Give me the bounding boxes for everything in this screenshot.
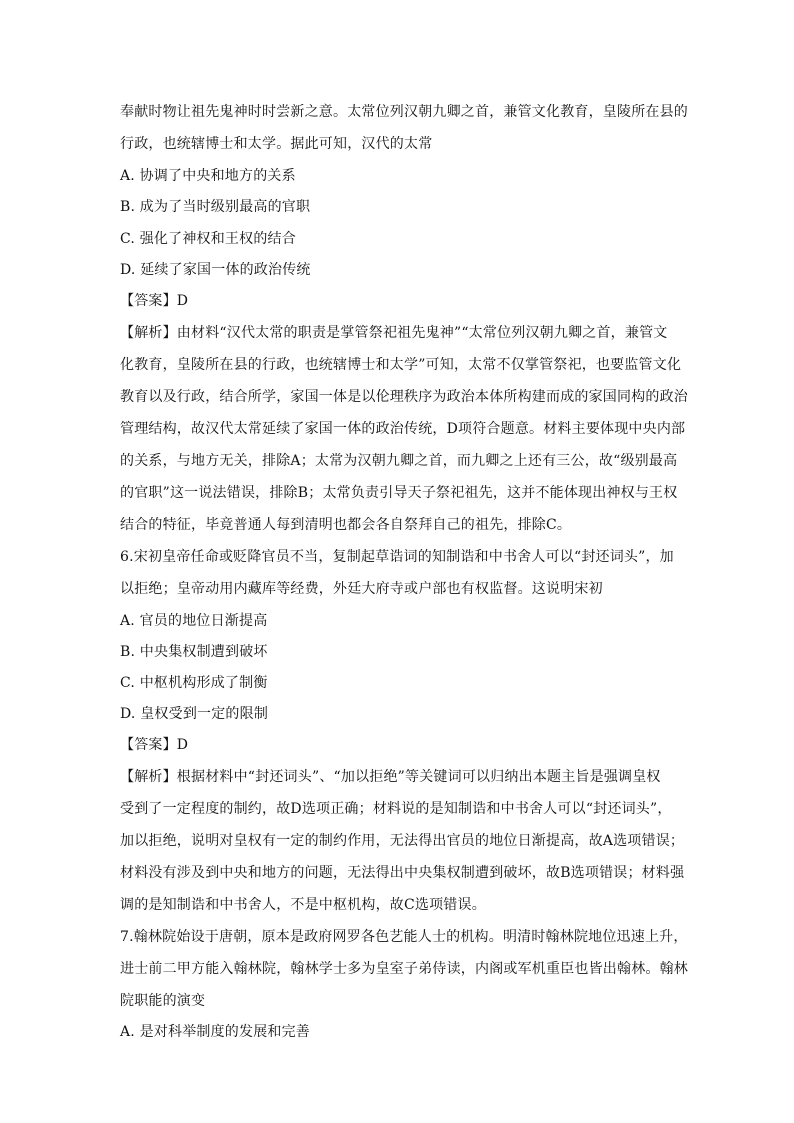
question6-stem-line2: 以拒绝；皇帝动用内藏库等经费，外廷大府寺或户部也有权监督。这说明宋初 bbox=[120, 581, 603, 597]
question6-analysis-line2: 受到了一定程度的制约，故D选项正确；材料说的是知制诰和中书舍人可以“封还词头”， bbox=[120, 801, 672, 817]
question5-answer: 【答案】D bbox=[120, 293, 189, 309]
question5-analysis-line3: 教育以及行政，结合所学，家国一体是以伦理秩序为政治本体所构建而成的家国同构的政治 bbox=[120, 389, 688, 405]
question7-stem-line3: 院职能的演变 bbox=[120, 993, 206, 1009]
question5-analysis-line7: 结合的特征，毕竟普通人每到清明也都会各自祭拜自己的祖先，排除C。 bbox=[120, 517, 572, 533]
question5-option-b: B. 成为了当时级别最高的官职 bbox=[120, 199, 311, 215]
question7-stem-line1: 7.翰林院始设于唐朝，原本是政府网罗各色艺能人士的机构。明清时翰林院地位迅速上升， bbox=[120, 929, 688, 945]
question5-stem-line2: 行政，也统辖博士和太学。据此可知，汉代的太常 bbox=[120, 136, 433, 152]
question5-option-d: D. 延续了家国一体的政治传统 bbox=[120, 262, 311, 278]
question6-analysis-line5: 调的是知制诰和中书舍人，不是中枢机构，故C选项错误。 bbox=[120, 897, 486, 913]
question7-stem-line2: 进士前二甲方能入翰林院，翰林学士多为皇室子弟侍读，内阁或军机重臣也皆出翰林。翰林 bbox=[120, 961, 688, 977]
question5-stem-line1: 奉献时物让祖先鬼神时时尝新之意。太常位列汉朝九卿之首，兼管文化教育，皇陵所在县的 bbox=[120, 104, 688, 120]
question6-option-a: A. 官员的地位日渐提高 bbox=[120, 613, 268, 629]
question6-analysis-line4: 材料没有涉及到中央和地方的问题，无法得出中央集权制遭到破坏，故B选项错误；材料强 bbox=[120, 865, 685, 881]
question5-option-a: A. 协调了中央和地方的关系 bbox=[120, 168, 296, 184]
question5-analysis-line5: 的关系，与地方无关，排除A；太常为汉朝九卿之首，而九卿之上还有三公，故“级别最高 bbox=[120, 453, 678, 469]
question6-option-b: B. 中央集权制遭到破坏 bbox=[120, 644, 268, 660]
question6-option-d: D. 皇权受到一定的限制 bbox=[120, 706, 269, 722]
question5-analysis-line1: 【解析】由材料“汉代太常的职责是掌管祭祀祖先鬼神”“太常位列汉朝九卿之首，兼管文 bbox=[120, 325, 668, 341]
question6-analysis-line3: 加以拒绝，说明对皇权有一定的制约作用，无法得出官员的地位日渐提高，故A选项错误； bbox=[120, 833, 685, 849]
question6-option-c: C. 中枢机构形成了制衡 bbox=[120, 675, 268, 691]
question6-stem-line1: 6.宋初皇帝任命或贬降官员不当，复制起草诰词的知制诰和中书舍人可以“封还词头”，加 bbox=[120, 549, 674, 565]
question7-option-a: A. 是对科举制度的发展和完善 bbox=[120, 1024, 311, 1040]
question5-analysis-line2: 化教育，皇陵所在县的行政，也统辖博士和太学”可知，太常不仅掌管祭祀，也要监管文化 bbox=[120, 357, 682, 373]
question6-answer: 【答案】D bbox=[120, 737, 189, 753]
question6-analysis-line1: 【解析】根据材料中“封还词头”、“加以拒绝”等关键词可以归纳出本题主旨是强调皇权 bbox=[120, 769, 661, 785]
question5-analysis-line6: 的官职”这一说法错误，排除B；太常负责引导天子祭祀祖先，这并不能体现出神权与王权 bbox=[120, 485, 678, 501]
question5-analysis-line4: 管理结构，故汉代太常延续了家国一体的政治传统，D项符合题意。材料主要体现中央内部 bbox=[120, 421, 686, 437]
question5-option-c: C. 强化了神权和王权的结合 bbox=[120, 231, 296, 247]
